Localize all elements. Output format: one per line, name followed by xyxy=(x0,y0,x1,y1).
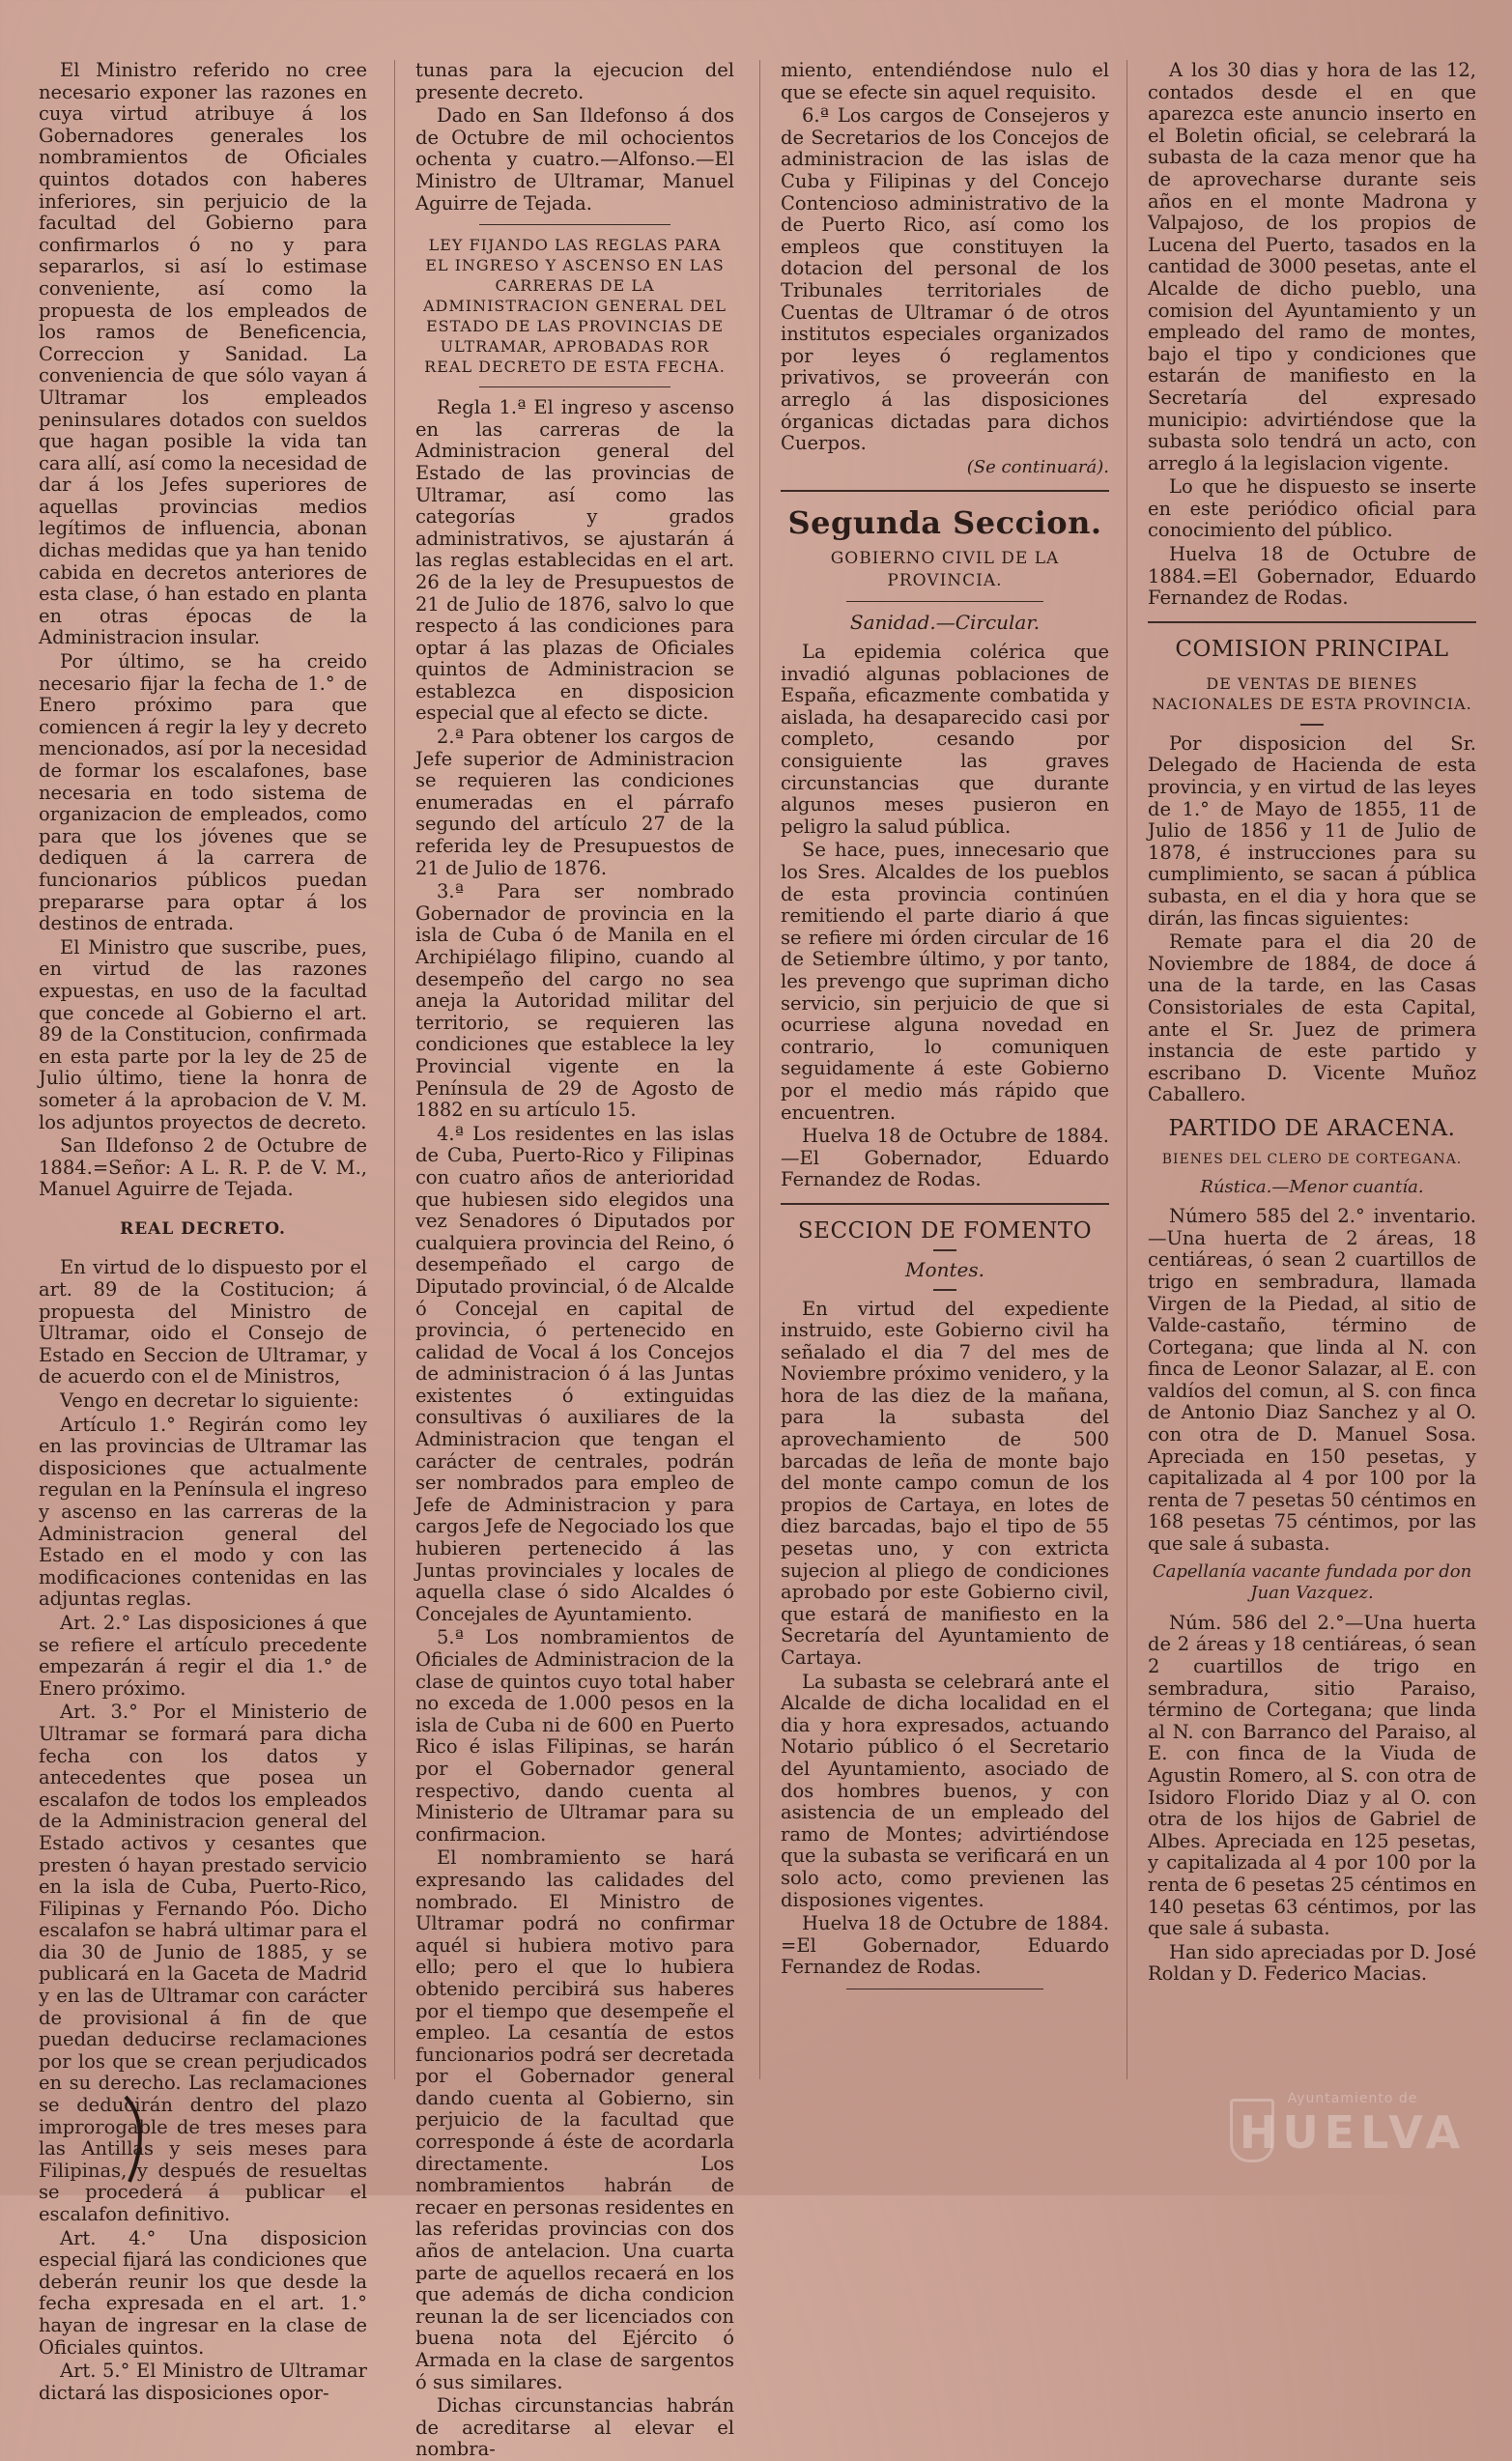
divider xyxy=(781,490,1109,492)
listing: Número 585 del 2.° inventario.—Una huerta de 2 áreas, 18 centiáreas, ó sean 2 cuartillos de trigo en sembradura, llamada Virgen de la Piedad, al sitio de Valde-castaño, término de Cortegana; que linda al N. con finca de Leonor Salazar, al E. con valdíos del comun, al S. con finca de Antonio Diaz Sanchez y al O. con otra de D. Manuel Sosa. Apreciada en 150 pesetas, y capitalizada al 4 por 100 por la renta de 7 pesetas 50 céntimos en 168 pesetas 75 céntimos, por las que sale á subasta. xyxy=(1148,1205,1476,1556)
paragraph: Dichas circunstancias habrán de acreditarse al elevar el nombra- xyxy=(415,2394,734,2461)
paragraph: Han sido apreciadas por D. José Roldan y D. Federico Macias. xyxy=(1148,1940,1476,1986)
crest-icon xyxy=(1230,2099,1274,2162)
divider xyxy=(1148,621,1476,623)
paragraph: Vengo en decretar lo siguiente: xyxy=(60,1389,359,1413)
paragraph: El Ministro referido no cree necesario exponer las razones en cuya virtud atribuye á los Gobernadores generales los nombramientos de Oficiales quintos dotados con haberes inferiores, sin perjuicio de la facultad del Gobierno para confirmarlos ó no y para separarlos, si así lo estimase conveniente, así como la propuesta de los empleados de los ramos de Beneficencia, Correccion y Sanidad. La conveniencia de que sólo vayan á Ultramar los empleados peninsulares dotados con sueldos que hagan posible la vida tan cara allí, así como la necesidad de dar á los Jefes superiores de aquellas provincias medios legítimos de influencia, abonan dichas medidas que ya han tenido cabida en decretos anteriores de esta clase, ó han estado en planta en otras épocas de la Administracion insular. xyxy=(39,59,367,649)
article: Artículo 1.° Regirán como ley en las provincias de Ultramar las disposiciones que actualmente regulan en la Península el ingreso y ascenso en las carreras de la Administracion general del Estado en el modo y con las modificaciones contenidas en las adjuntas reglas. xyxy=(39,1413,367,1611)
divider xyxy=(846,601,1043,602)
paragraph: Remate para el dia 20 de Noviembre de 1884, de doce á una de la tarde, en las Casas Consistoriales de esta Capital, ante el Sr. Juez de primera instancia de este partido y escribano D. Vicente Muñoz Caballero. xyxy=(1148,930,1476,1106)
signature-line: Huelva 18 de Octubre de 1884. =El Gobernador, Eduardo Fernandez de Rodas. xyxy=(781,1912,1109,1979)
subheading-capellania: Capellanía vacante fundada por don Juan Vazquez. xyxy=(1152,1560,1472,1604)
paragraph: El nombramiento se hará expresando las calidades del nombrado. El Ministro de Ultramar podrá no confirmar aquél si hubiera motivo para ello; pero el que lo hubiera obtenido percibirá sus haberes por el tiempo que desempeñe el empleo. La cesantía de estos funcionarios podrá ser decretada por el Gobernador general dando cuenta al Gobierno, sin perjuicio de la facultad que corresponde á éste de acordarla directamente. Los nombramientos habrán de recaer en personas residentes en las referidas provincias con dos años de antelacion. Una cuarta parte de aquellos recaerá en los que además de dicha condicion reunan la de ser licenciados con buena nota del Ejército ó Armada en la clase de sargentos ó sus similares. xyxy=(415,1846,734,2393)
section-heading-comision: COMISION PRINCIPAL xyxy=(1175,636,1449,662)
column-4 xyxy=(1148,60,1476,2079)
paragraph: La epidemia colérica que invadió algunas poblaciones de España, eficazmente combatida y aislada, ha desaparecido casi por completo, cesando por consiguiente las graves circunstancias que durante algunos meses pusieron en peligro la salud pública. xyxy=(781,641,1109,838)
column-3 xyxy=(781,60,1109,2079)
rule: 6.ª Los cargos de Consejeros y de Secretarios de los Concejos de administracion de las islas de Cuba y Filipinas y del Concejo Contencioso administrativo de la de Puerto Rico, así como los empleos que constituyen la dotacion del personal de los Tribunales territoriales de Cuentas de Ultramar ó de otros institutos especiales organizados por leyes ó reglamentos privativos, se proveerán con arreglo á las disposiciones órganicas dictadas para dichos Cuerpos. xyxy=(781,104,1109,455)
column-rule xyxy=(394,60,395,2079)
subheading-sanidad: Sanidad.—Circular. xyxy=(849,611,1041,635)
article: Art. 5.° El Ministro de Ultramar dictará las disposiciones opor- xyxy=(39,2360,367,2404)
divider xyxy=(933,1289,956,1291)
rule: Regla 1.ª El ingreso y ascenso en las carreras de la Administracion general del Estado de las provincias de Ultramar, así como las categorías y grados administrativos, se ajustarán á las reglas establecidas en el art. 26 de la ley de Presupuestos de 21 de Julio de 1876, salvo lo que respecto á las condiciones para optar á las plazas de Oficiales quintos de Administracion se establezca en disposicion especial que al efecto se dicte. xyxy=(415,396,734,725)
margin-mark-icon xyxy=(116,2097,155,2184)
column-2 xyxy=(415,59,734,2461)
column-1 xyxy=(39,59,367,2404)
paragraph: Por disposicion del Sr. Delegado de Hacienda de esta provincia, y en virtud de las leyes de 1.° de Mayo de 1855, 11 de Julio de 1856 y 11 de Julio de 1878, é instrucciones para su cumplimiento, se sacan á pública subasta, en el dia y hora que se dirán, las fincas siguientes: xyxy=(1148,731,1476,930)
rule: 4.ª Los residentes en las islas de Cuba, Puerto-Rico y Filipinas con cuatro años de anterioridad que hubiesen sido elegidos una vez Senadores ó Diputados por cualquiera provincia del Reino, ó desempeñado el cargo de Diputado provincial, ó de Alcalde ó Concejal en capital de provincia, ó pertenecido en calidad de Vocal á los Concejos de administracion ó á las Juntas existentes ó extinguidas consultivas ó auxiliares de la Administracion que tengan el carácter de centrales, podrán ser nombrados para empleo de Jefe de Administracion y para cargos Jefe de Negociado los que hubieren pertenecido á las Juntas provinciales y locales de aquella clase ó sido Alcaldes ó Concejales de Ayuntamiento. xyxy=(415,1122,734,1625)
article: Art. 4.° Una disposicion especial fijará las condiciones que deberán reunir los que desde la fecha expresada en el art. 1.° hayan de ingresar en la clase de Oficiales quintos. xyxy=(39,2226,367,2359)
paragraph: En virtud de lo dispuesto por el art. 89 de la Costitucion; á propuesta del Ministro de Ultramar, oido el Consejo de Estado en Seccion de Ultramar, y de acuerdo con el de Ministros, xyxy=(39,1256,367,1388)
archive-watermark xyxy=(1232,2091,1473,2178)
divider xyxy=(781,1203,1109,1205)
watermark-line-2: HUELVA xyxy=(1239,2106,1467,2159)
rule: 2.ª Para obtener los cargos de Jefe superior de Administracion se requieren las condiciones enumeradas en el párrafo segundo del artículo 27 de la referida ley de Presupuestos de 21 de Julio de 1876. xyxy=(415,726,734,879)
paragraph: Se hace, pues, innecesario que los Sres. Alcaldes de los pueblos de esta provincia continúen remitiendo el parte diario á que se refiere mi órden circular de 16 de Setiembre último, y por tanto, les prevengo que supriman dicho servicio, sin perjuicio de que si ocurriese alguna novedad en contrario, lo comuniquen seguidamente á este Gobierno por el medio más rápido que encuentren. xyxy=(781,839,1109,1124)
rule: 5.ª Los nombramientos de Oficiales de Administracion de la clase de quintos cuyo total haber no exceda de 1.000 pesos en la isla de Cuba ni de 600 en Puerto Rico é islas Filipinas, se harán por el Gobernador general respectivo, dando cuenta al Ministerio de Ultramar para su confirmacion. xyxy=(415,1626,734,1846)
section-heading-partido: PARTIDO DE ARACENA. xyxy=(1168,1115,1456,1141)
paragraph: El Ministro que suscribe, pues, en virtud de las razones expuestas, en uso de la facultad que concede al Gobierno el art. 89 de la Constitucion, confirmada en esta parte por la ley de 25 de Julio último, tiene la honra de someter á la aprobacion de V. M. los adjuntos proyectos de decreto. xyxy=(39,935,367,1133)
divider xyxy=(933,1249,956,1251)
signature-line: Huelva 18 de Octubre de 1884.=El Gobernador, Eduardo Fernandez de Rodas. xyxy=(1148,543,1476,610)
listing: Núm. 586 del 2.°—Una huerta de 2 áreas y 18 centiáreas, ó sean 2 cuartillos de trigo en sembradura, sitio Paraiso, término de Cortegana; que linda al N. con Barranco del Paraiso, al E. con finca de la Viuda de Agustin Romero, al S. con otra de Isidoro Florido Diaz y al O. con otra de los hijos de Gabriel de Albes. Apreciada en 125 pesetas, y capitalizada al 4 por 100 por la renta de 6 pesetas 25 céntimos en 140 pesetas 63 céntimos, por las que sale á subasta. xyxy=(1148,1611,1476,1940)
section-subheading-ventas: DE VENTAS DE BIENES NACIONALES DE ESTA PROVINCIA. xyxy=(1152,673,1472,713)
section-heading-real-decreto: REAL DECRETO. xyxy=(120,1218,286,1239)
continued-note: (Se continuará). xyxy=(966,456,1109,477)
section-subheading-bienes: BIENES DEL CLERO DE CORTEGANA. xyxy=(1161,1151,1463,1167)
paragraph: La subasta se celebrará ante el Alcalde de dicha localidad en el dia y hora expresados, actuando Notario público ó el Secretario del Ayuntamiento, asociado de dos hombres buenos, y con asistencia de un empleado del ramo de Montes; advirtiéndose que la subasta se verificará en un solo acto, como previenen las disposiones vigentes. xyxy=(781,1670,1109,1911)
article: Art. 3.° Por el Ministerio de Ultramar se formará para dicha fecha con los datos y antecedentes que posea un escalafon de todos los empleados de la Administracion general del Estado activos y cesantes que presten ó hayan prestado servicio en la isla de Cuba, Puerto-Rico, Filipinas y Fernando Póo. Dicho escalafon se habrá ultimar para el dia 30 de Junio de 1885, y se publicará en la Gaceta de Madrid y en las de Ultramar con carácter de provisional á fin de que puedan deducirse reclamaciones por los que se crean perjudicados en su derecho. Las reclamaciones se deducirán dentro del plazo improrogable de tres meses para las Antillas y seis meses para Filipinas, y después de resueltas se procederá á publicar el escalafon definitivo. xyxy=(39,1701,367,2225)
paragraph: tunas para la ejecucion del presente decreto. xyxy=(415,59,734,103)
section-heading-ley: LEY FIJANDO LAS REGLAS PARA EL INGRESO Y ASCENSO EN LAS CARRERAS DE LA ADMINISTRACION GENERAL DEL ESTADO DE LAS PROVINCIAS DE ULTRAMAR, APROBADAS ROR REAL DECRETO DE ESTA FECHA. xyxy=(423,236,727,377)
paragraph: En virtud del expediente instruido, este Gobierno civil ha señalado el dia 7 del mes de Noviembre próximo venidero, y la hora de las diez de la mañana, para la subasta del aprovechamiento de 500 barcadas de leña de monte bajo del monte campo comun de los propios de Cartaya, en lotes de diez barcadas, bajo el tipo de 55 pesetas uno, y con extricta sujecion al pliego de condiciones aprobado por este Gobierno civil, que estará de manifiesto en la Secretaría del Ayuntamiento de Cartaya. xyxy=(781,1297,1109,1669)
signature-line: San Ildefonso 2 de Octubre de 1884.=Señor: A L. R. P. de V. M., Manuel Aguirre de Tejada. xyxy=(39,1134,367,1201)
section-heading-fomento: SECCION DE FOMENTO xyxy=(797,1217,1093,1244)
section-heading-segunda-seccion: Segunda Seccion. xyxy=(787,504,1102,542)
article: Art. 2.° Las disposiciones á que se refiere el artículo precedente empezarán á regir el dia 1.° de Enero próximo. xyxy=(39,1611,367,1700)
watermark-line-1: Ayuntamiento de xyxy=(1287,2091,1418,2106)
subheading-rustica: Rústica.—Menor cuantía. xyxy=(1200,1176,1424,1197)
section-heading-gobierno-civil: GOBIERNO CIVIL DE LA PROVINCIA. xyxy=(830,549,1060,590)
divider xyxy=(479,386,670,387)
signature-line: Huelva 18 de Octubre de 1884.—El Gobernador, Eduardo Fernandez de Rodas. xyxy=(781,1125,1109,1191)
paragraph: A los 30 dias y hora de las 12, contados desde el en que aparezca este anuncio inserto en el Boletin oficial, se celebrará la subasta de la caza menor que ha de aprovecharse durante seis años en el monte Madrona y Valpajoso, de los propios de Lucena del Puerto, tasados en la cantidad de 3000 pesetas, ante el Alcalde de dicho pueblo, una comision del Ayuntamiento y un empleado del ramo de montes, bajo el tipo y condiciones que estarán de manifiesto en la Secretaría del expresado municipio: advirtiéndose que la subasta solo tendrá un acto, con arreglo á la legislacion vigente. xyxy=(1148,59,1476,474)
paragraph: miento, entendiéndose nulo el que se efecte sin aquel requisito. xyxy=(781,59,1109,103)
paragraph: Lo que he dispuesto se inserte en este periódico oficial para conocimiento del público. xyxy=(1148,475,1476,542)
column-rule xyxy=(759,60,760,2079)
subheading-montes: Montes. xyxy=(905,1257,984,1281)
divider xyxy=(1300,724,1324,726)
divider xyxy=(479,224,670,225)
paragraph: Por último, se ha creido necesario fijar la fecha de 1.° de Enero próximo para que comiencen á regir la ley y decreto mencionados, así por la necesidad de formar los escalafones, base necesaria en todo sistema de organizacion de empleados, como para que los jóvenes que se dediquen á la carrera de funcionarios públicos puedan prepararse para optar á los destinos de entrada. xyxy=(39,650,367,935)
rule: 3.ª Para ser nombrado Gobernador de provincia en la isla de Cuba ó de Manila en el Archipiélago filipino, cuando al desempeño del cargo no sea aneja la Autoridad militar del territorio, se requieren las condiciones que establece la ley Provincial vigente en la Península de 29 de Agosto de 1882 en su artículo 15. xyxy=(415,880,734,1122)
signature-line: Dado en San Ildefonso á dos de Octubre de mil ochocientos ochenta y cuatro.—Alfonso.—El Ministro de Ultramar, Manuel Aguirre de Tejada. xyxy=(415,104,734,215)
